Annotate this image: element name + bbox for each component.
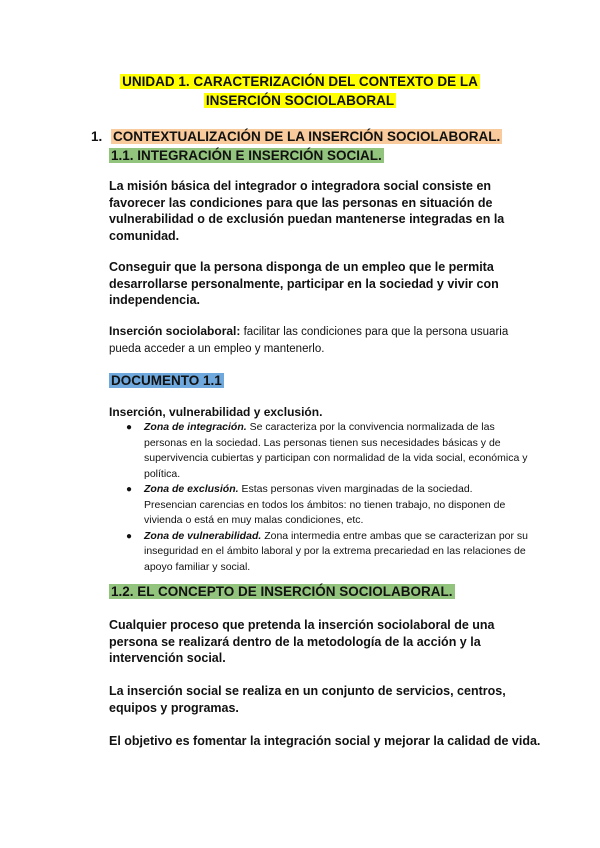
bullet-icon: ● [126, 484, 133, 495]
paragraph-empleo: Conseguir que la persona disponga de un empleo que le permita desarrollarse personalmente, participar en la sociedad y vivir con independencia. [109, 260, 499, 307]
documento-lead: Inserción, vulnerabilidad y exclusión. [109, 405, 323, 419]
paragraph-mision: La misión básica del integrador o integradora social consiste en favorecer las condiciones para que las personas en situación de vulnerabilidad o de exclusión puedan mantenerse integradas en la comunidad. [109, 179, 505, 243]
section-1-heading [91, 128, 502, 146]
list-item [118, 420, 528, 482]
subsection-1-1-heading [109, 147, 384, 165]
section-1-number: 1. [91, 129, 103, 144]
zona-text: Se caracteriza por la convivencia normalizada de las personas en la sociedad. Las personas tienen sus necesidades básicas y de supervivencia cubiertas y participan con normalidad de la vida social, económica y política. [144, 421, 528, 480]
zona-term: Zona de exclusión. [144, 483, 239, 495]
zona-text: Zona intermedia entre ambas que se caracterizan por su inseguridad en el ámbito laboral y por la extrema precariedad en las relaciones de apoyo familiar y social. [144, 529, 529, 573]
subsection-1-2-heading [109, 583, 455, 601]
list-item [118, 529, 528, 576]
list-item [118, 482, 528, 529]
title-line-2: INSERCIÓN SOCIOLABORAL [205, 93, 395, 108]
zonas-list [118, 420, 528, 575]
paragraph-proceso: Cualquier proceso que pretenda la inserción sociolaboral de una persona se realizará dentro de la metodología de la acción y la intervención social. [109, 618, 495, 665]
subsection-1-2-text: 1.2. EL CONCEPTO DE INSERCIÓN SOCIOLABORAL. [111, 584, 453, 599]
insercion-label: Inserción sociolaboral: [109, 324, 241, 338]
paragraph-servicios: La inserción social se realiza en un conjunto de servicios, centros, equipos y programas. [109, 684, 506, 715]
documento-label-text: DOCUMENTO 1.1 [111, 373, 222, 388]
zona-text: Estas personas viven marginadas de la sociedad. Presencian carencias en todos los ámbitos: no tienen trabajo, no disponen de vivienda o está en muy malas condiciones, etc. [144, 483, 506, 526]
bullet-icon: ● [126, 530, 133, 542]
bullet-icon: ● [126, 422, 133, 433]
documento-label [109, 372, 224, 390]
insercion-text: facilitar las condiciones para que la persona usuaria pueda acceder a un empleo y mantenerlo. [109, 326, 509, 355]
subsection-1-1-text: 1.1. INTEGRACIÓN E INSERCIÓN SOCIAL. [111, 148, 382, 163]
zona-term: Zona de integración. [144, 421, 247, 433]
title-line-1: UNIDAD 1. CARACTERIZACIÓN DEL CONTEXTO DE LA [122, 74, 478, 89]
zona-term: Zona de vulnerabilidad. [144, 529, 262, 542]
paragraph-objetivo: El objetivo es fomentar la integración social y mejorar la calidad de vida. [109, 734, 541, 748]
document-title [60, 72, 540, 110]
section-1-heading-text: CONTEXTUALIZACIÓN DE LA INSERCIÓN SOCIOLABORAL. [113, 129, 501, 144]
paragraph-insercion-sociolaboral [109, 323, 529, 357]
